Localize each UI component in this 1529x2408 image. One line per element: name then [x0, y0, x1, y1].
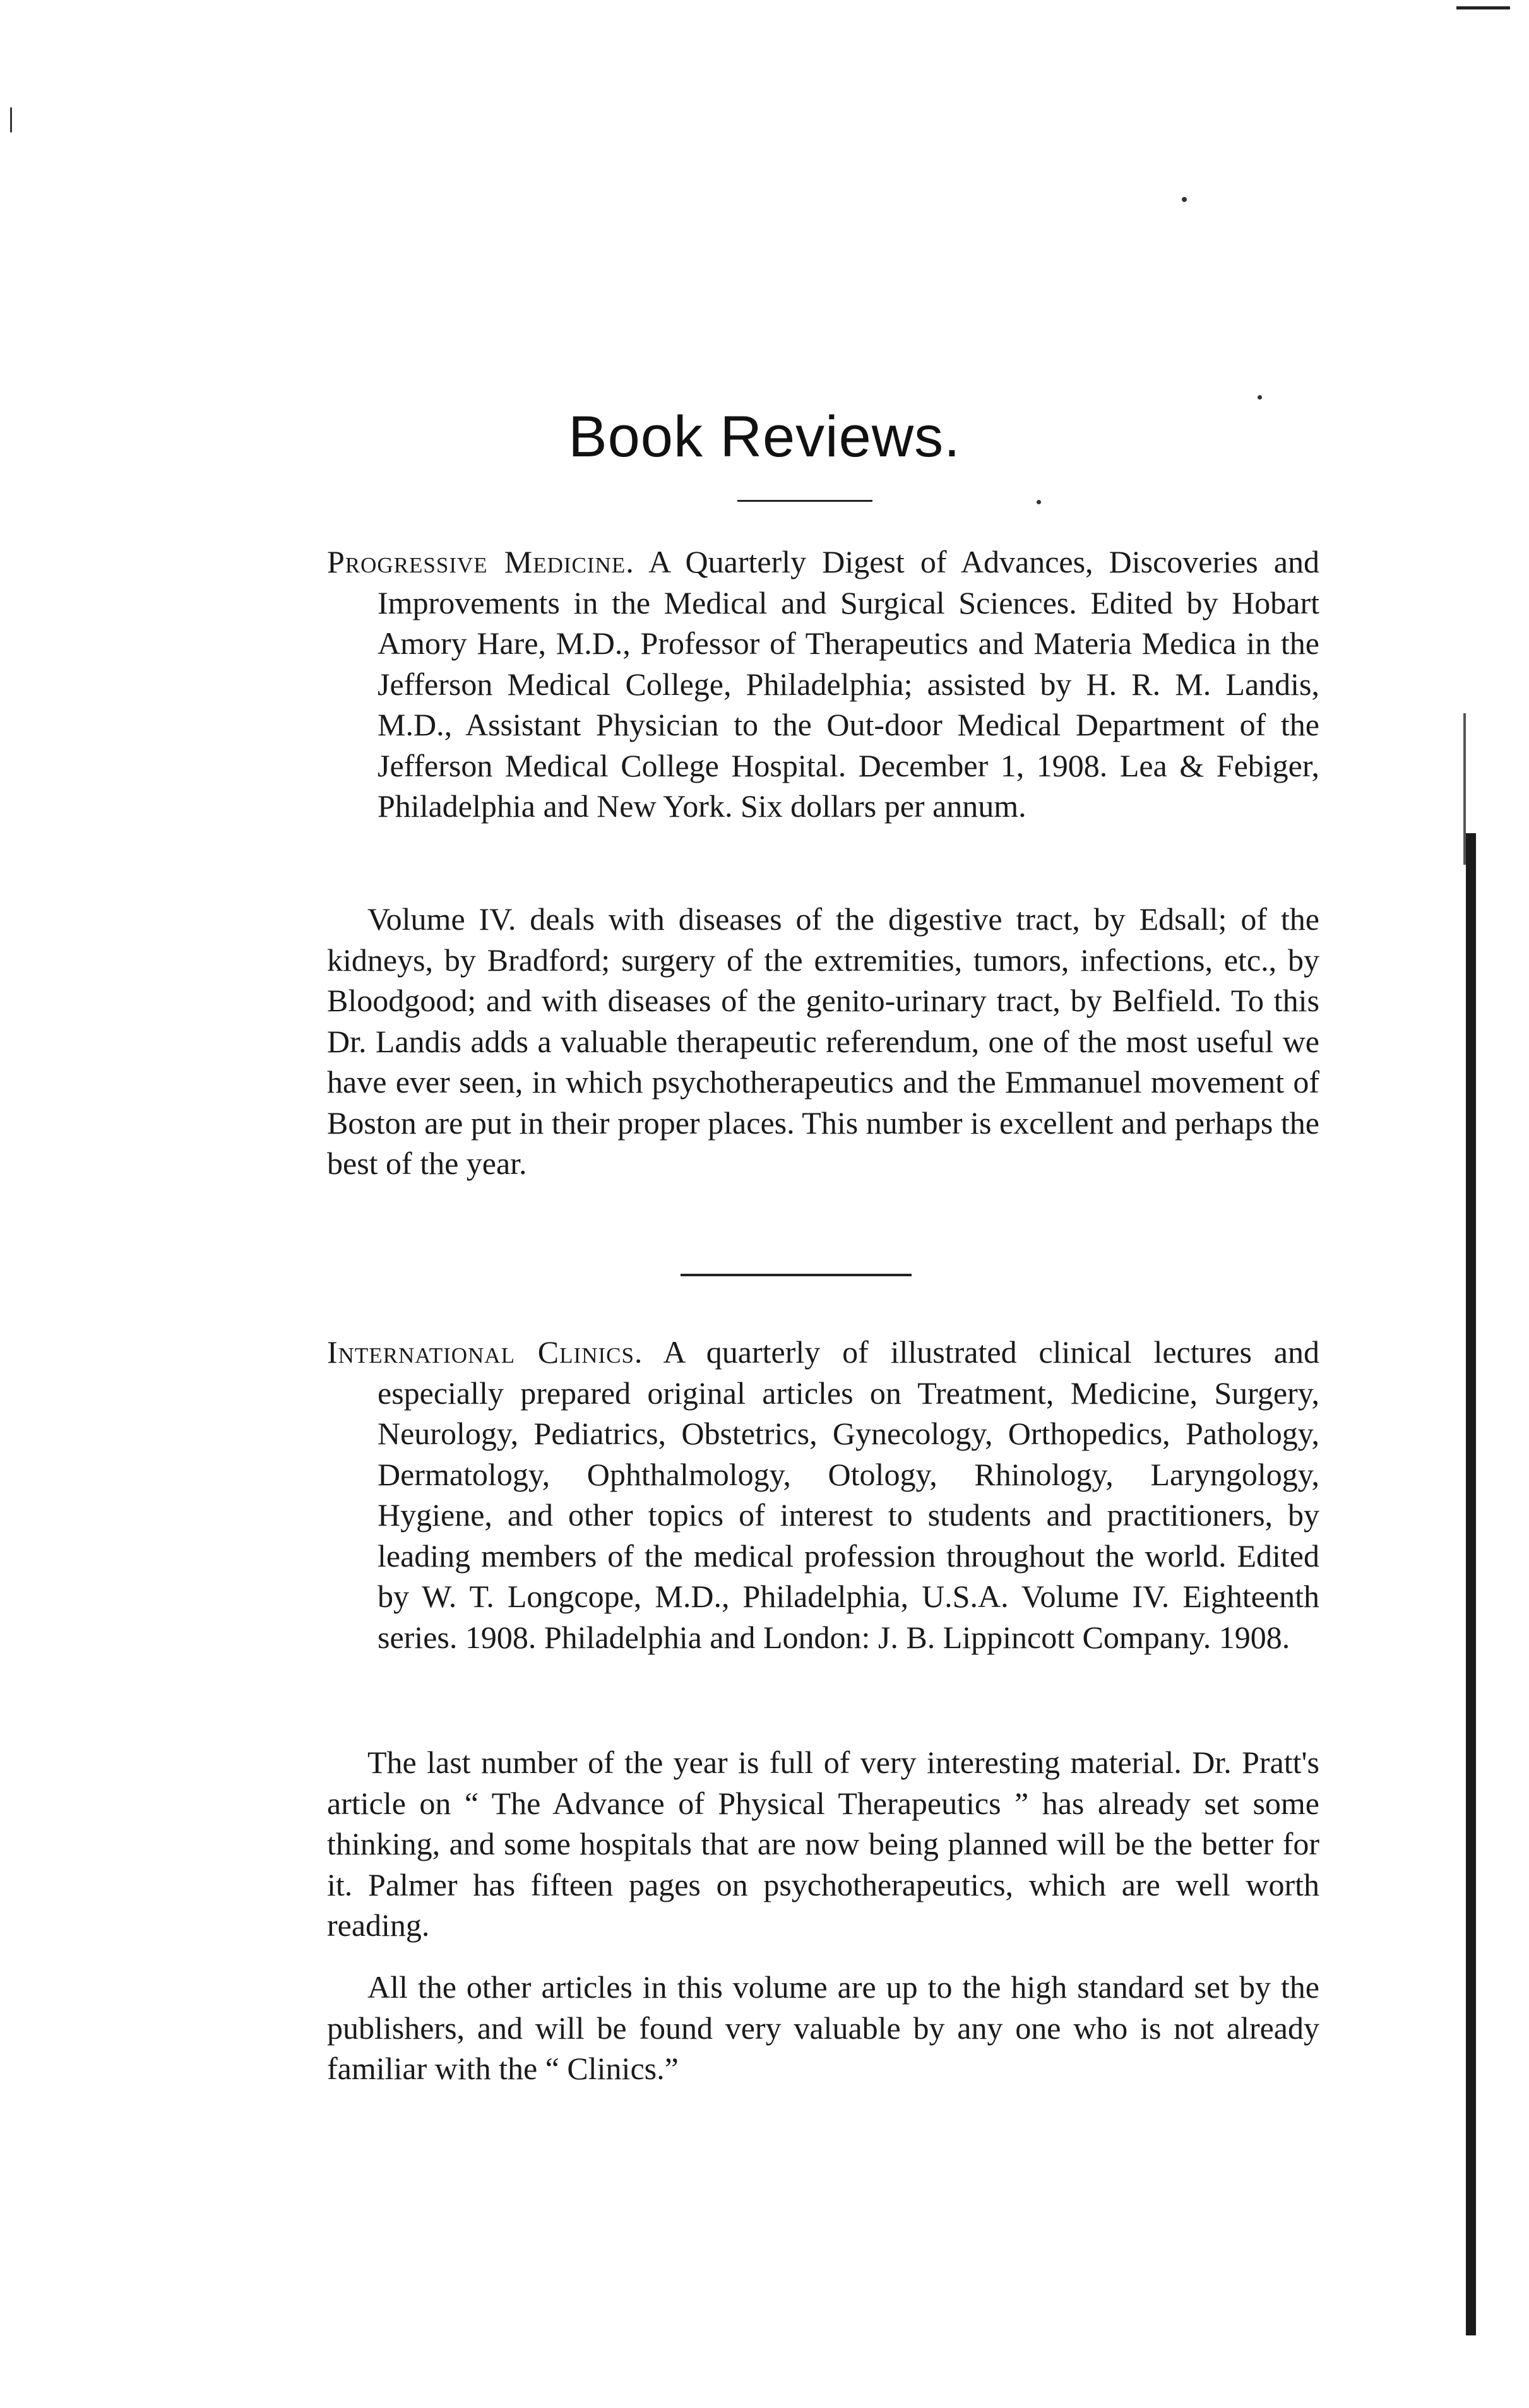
print-speck — [1037, 500, 1041, 504]
review-citation: A Quarterly Digest of Advances, Discoveries and Improvements in the Medical and Surgical Sciences. Edited by Hobart Amory Hare, M.D., Professor of Therapeutics and Materia Medica in the Jefferson Medical College, Philadelphia; assisted by H. R. M. Landis, M.D., Assistant Physician to the Out-door Medical Department of the Jefferson Medical College Hospital. December 1, 1908. Lea & Febiger, Philadelphia and New York. Six dollars per annum. — [378, 544, 1320, 824]
review-paragraph: All the other articles in this volume are up to the high standard set by the publishers, and will be found very valuable by any one who is not already familiar with the “ Clinics.” — [327, 1969, 1319, 2086]
section-divider — [681, 1274, 912, 1276]
review-heading: International Clinics. — [327, 1334, 643, 1370]
review-entry-citation — [327, 542, 1319, 827]
print-speck — [1258, 395, 1262, 400]
top-edge-rule — [1456, 6, 1510, 9]
title-divider — [737, 500, 872, 502]
binding-edge-shadow — [1466, 833, 1476, 2335]
review-paragraph: The last number of the year is full of very interesting material. Dr. Pratt's article on “ The Advance of Physical Therapeutics ” has already set some thinking, and some hospitals that are now being planned will be the better for it. Palmer has fifteen pages on psychotherapeutics, which are well worth reading. — [327, 1745, 1319, 1943]
review-entry-citation — [327, 1332, 1319, 1658]
review-heading: Progressive Medicine. — [327, 544, 634, 579]
print-speck — [10, 107, 12, 133]
review-paragraph: Volume IV. deals with diseases of the digestive tract, by Edsall; of the kidneys, by Bradford; surgery of the extremities, tumors, infections, etc., by Bloodgood; and with diseases of the genito-urinary tract, by Belfield. To this Dr. Landis adds a valuable therapeutic referendum, one of the most useful we have ever seen, in which psychotherapeutics and the Emmanuel movement of Boston are put in their proper places. This number is excellent and perhaps the best of the year. — [327, 901, 1319, 1181]
review-citation: A quarterly of illustrated clinical lectures and especially prepared original articles on Treatment, Medicine, Surgery, Neurology, Pediatrics, Obstetrics, Gynecology, Orthopedics, Pathology, Dermatology, Ophthalmology, Otology, Rhinology, Laryngology, Hygiene, and other topics of interest to students and practitioners, by leading members of the medical profession throughout the world. Edited by W. T. Longcope, M.D., Philadelphia, U.S.A. Volume IV. Eighteenth series. 1908. Philadelphia and London: J. B. Lippincott Company. 1908. — [378, 1334, 1319, 1655]
page-title: Book Reviews. — [568, 405, 961, 469]
print-speck — [1182, 197, 1187, 202]
